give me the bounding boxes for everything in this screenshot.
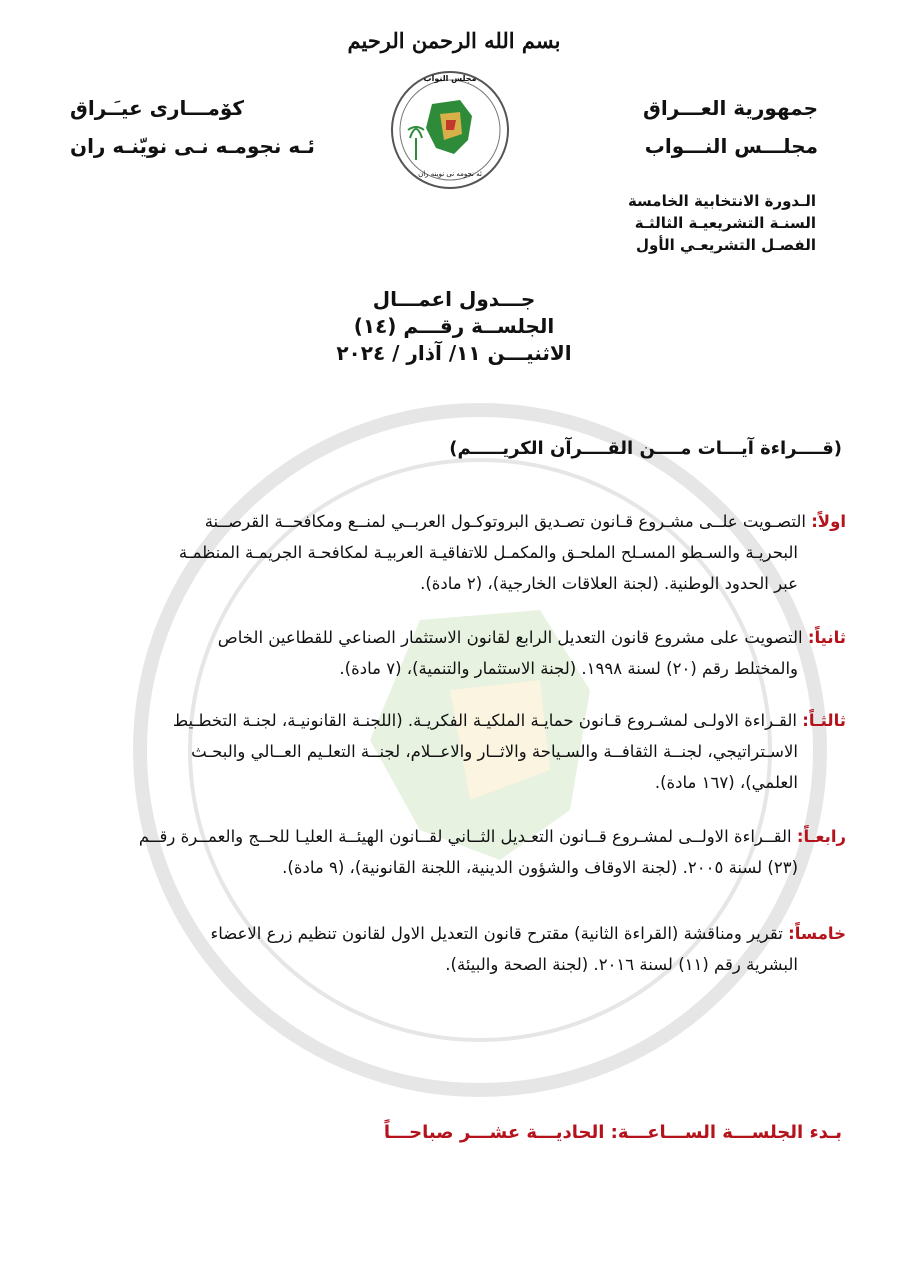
- kurdish-republic-title: كۆمـــارى عيـَـراق: [70, 96, 245, 120]
- council-of-representatives-title: مجلـــس النـــواب: [644, 134, 818, 158]
- agenda-title: جـــدول اعمـــال: [372, 287, 536, 311]
- agenda-item-2: [60, 622, 846, 684]
- agenda-item-line: البحريـة والسـطو المسـلح الملحـق والمكمـل للاتفاقيـة العربيـة لمكافحـة الجريمـة المنظمـة: [178, 543, 798, 562]
- kurdish-council-title: ئـه نجومـه نـى نويّنـه ران: [70, 134, 315, 158]
- legislative-year: السنـة التشريعيـة الثالثـة: [634, 214, 816, 232]
- session-date: الاثنيـــن ١١/ آذار / ٢٠٢٤: [336, 341, 572, 365]
- electoral-cycle: الـدورة الانتخابية الخامسة: [627, 192, 816, 210]
- agenda-item-line: البشرية رقم (١١) لسنة ٢٠١٦. (لجنة الصحة والبيئة).: [445, 955, 798, 974]
- logo-bottom-text: ئه نجومه نى نوينه ران: [418, 170, 482, 178]
- agenda-item-label: ثانياً:: [807, 628, 846, 647]
- agenda-item-line: عبر الحدود الوطنية. (لجنة العلاقات الخارجية)، (٢ مادة).: [420, 574, 798, 593]
- agenda-item-1: [60, 506, 846, 599]
- basmala: بسم الله الرحمن الرحيم: [347, 28, 561, 53]
- agenda-item-line: الاسـتراتيجي، لجنــة الثقافــة والسـياحة والاثــار والاعــلام، لجنــة التعلـيم العــالي والبحـث: [191, 742, 798, 761]
- agenda-item-line: العلمي)، (١٦٧ مادة).: [654, 773, 798, 792]
- agenda-item-5: [60, 918, 846, 980]
- session-number: الجلســة رقـــم (١٤): [353, 314, 555, 338]
- agenda-item-4: [60, 821, 846, 883]
- republic-of-iraq-title: جمهورية العـــراق: [642, 96, 818, 120]
- agenda-item-line: (٢٣) لسنة ٢٠٠٥. (لجنة الاوقاف والشؤون الدينية، اللجنة القانونية)، (٩ مادة).: [282, 858, 798, 877]
- session-start-time: بـدء الجلســـة الســـاعـــة: الحاديـــة عشـــر صباحـــاً: [383, 1122, 842, 1143]
- agenda-item-label: اولاً:: [811, 512, 846, 531]
- quran-reading: (قــــراءة آيـــات مــــن القــــرآن الكريـــــم): [449, 438, 842, 459]
- agenda-item-label: خامساً:: [788, 924, 846, 943]
- logo-top-text: مجلس النواب: [423, 74, 477, 83]
- agenda-item-label: رابعـاً:: [796, 827, 846, 846]
- agenda-item-label: ثالثـاً:: [802, 711, 846, 730]
- agenda-item-line: القــراءة الاولــى لمشـروع قــانون التعـديل الثــاني لقــانون الهيئــة العليـا للحــج والعمــرة رقــم: [138, 827, 792, 846]
- agenda-item-line: تقرير ومناقشة (القراءة الثانية) مقترح قانون التعديل الاول لقانون تنظيم زرع الاعضاء: [210, 924, 783, 943]
- legislative-term: الفصـل التشريعـي الأول: [636, 236, 816, 254]
- agenda-item-line: والمختلط رقم (٢٠) لسنة ١٩٩٨. (لجنة الاستثمار والتنمية)، (٧ مادة).: [339, 659, 798, 678]
- agenda-item-line: التصويت على مشروع قانون التعديل الرابع لقانون الاستثمار الصناعي للقطاعين الخاص: [217, 628, 803, 647]
- agenda-item-3: [60, 705, 846, 798]
- agenda-item-line: التصـويت علــى مشـروع قـانون تصـديق البروتوكـول العربــي لمنــع ومكافحــة القرصــنة: [204, 512, 806, 531]
- agenda-item-line: القـراءة الاولـى لمشـروع قـانون حمايـة الملكيـة الفكريـة. (اللجنـة القانونيـة، لجنـة التخطـيط: [172, 711, 797, 730]
